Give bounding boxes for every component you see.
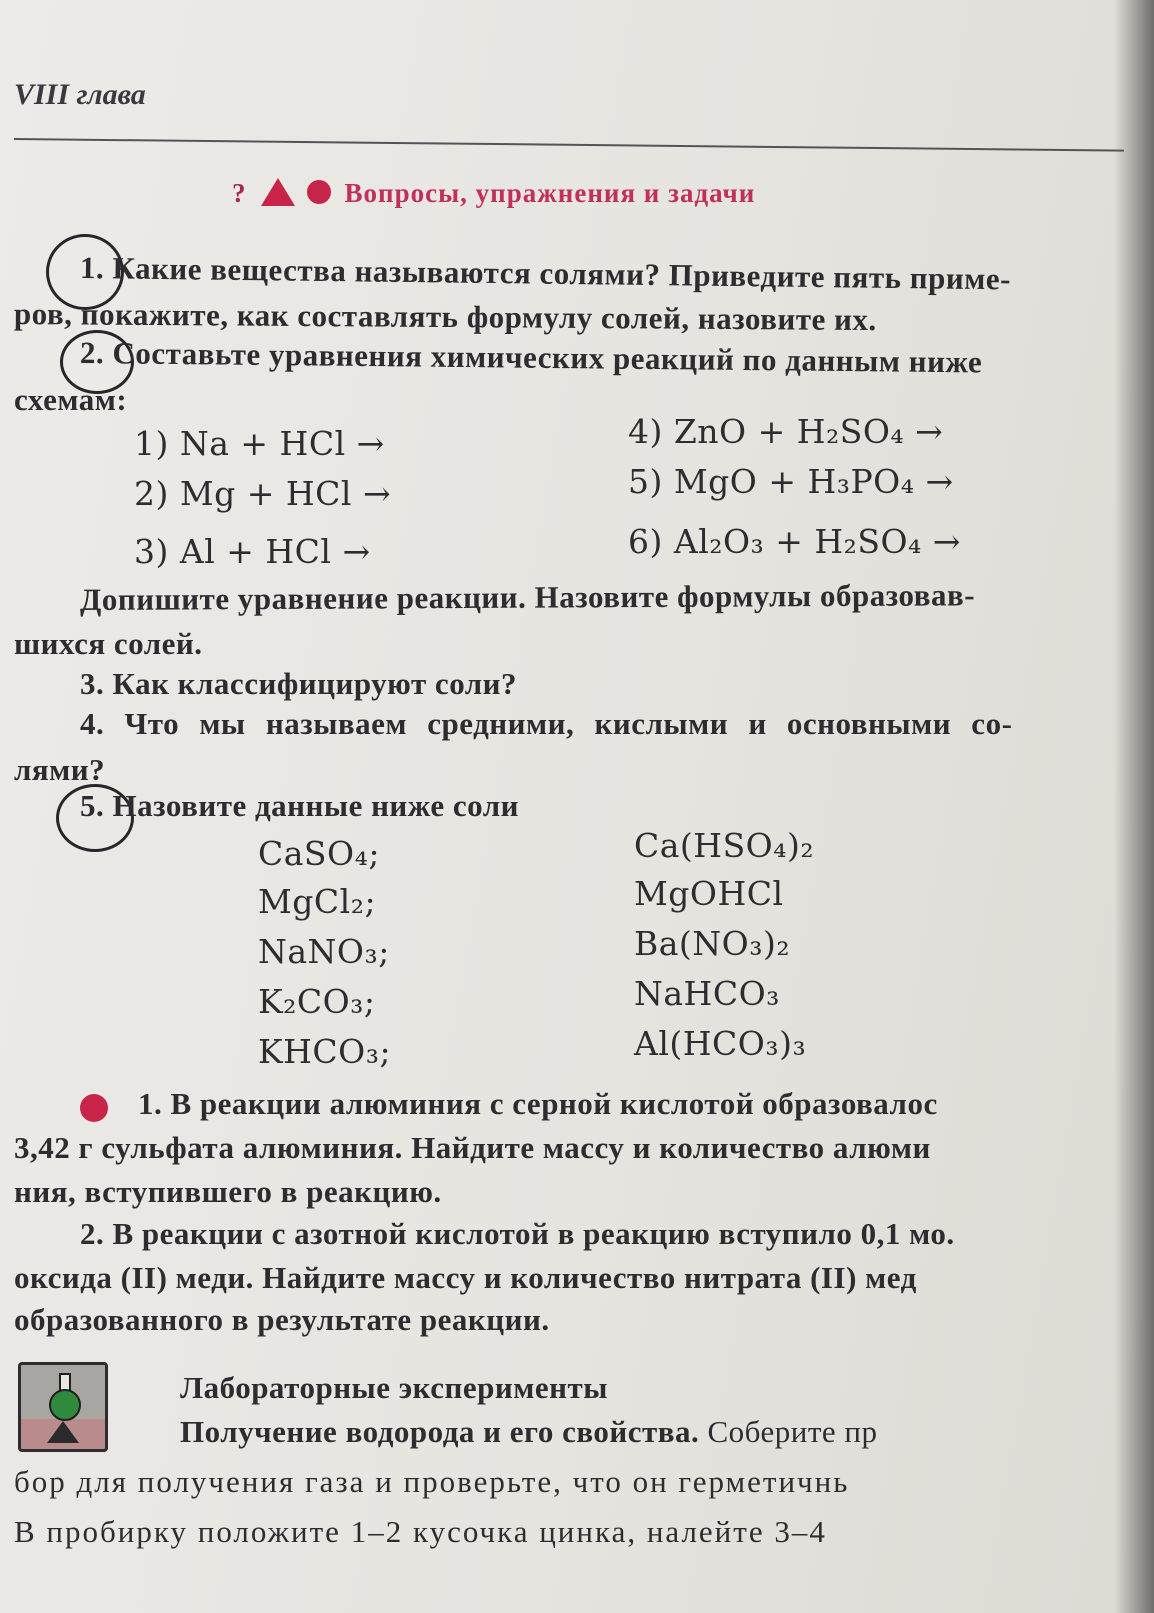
circle-icon <box>307 180 331 204</box>
question-mark-icon: ? <box>232 178 247 208</box>
section-title: Вопросы, упражнения и задачи <box>344 178 756 208</box>
salt-left-1: CaSO₄; <box>258 834 380 873</box>
question-2-line-2: схемам: <box>14 382 128 417</box>
question-2-instruction-line-2: шихся солей. <box>14 626 203 661</box>
salt-right-5: Al(HCO₃)₃ <box>634 1024 807 1063</box>
task-2-line-2: оксида (II) меди. Найдите массу и количество нитрата (II) мед <box>14 1260 917 1295</box>
scheme-4: 4) ZnO + H₂SO₄ → <box>628 412 944 451</box>
salt-left-3: NaNO₃; <box>258 932 390 971</box>
question-1-line-1: 1. Какие вещества называются солями? Приведите пять приме- <box>79 250 1012 297</box>
question-1-line-2: ров, покажите, как составлять формулу солей, назовите их. <box>13 296 877 338</box>
question-4-line-2: лями? <box>14 752 106 787</box>
task-1-line-2: 3,42 г сульфата алюминия. Найдите массу и количество алюми <box>14 1130 931 1165</box>
lab-line-2: бор для получения газа и проверьте, что он герметичнь <box>14 1464 850 1499</box>
salt-right-2: MgOHCl <box>634 874 784 913</box>
task-2-line-1: 2. В реакции с азотной кислотой в реакцию вступило 0,1 мо. <box>80 1216 955 1251</box>
scheme-2: 2) Mg + HCl → <box>134 474 392 513</box>
salt-right-1: Ca(HSO₄)₂ <box>634 826 815 865</box>
lab-title: Лабораторные эксперименты <box>180 1370 608 1405</box>
question-4-line-1: 4. Что мы называем средними, кислыми и основными со- <box>80 706 1013 741</box>
salt-left-5: KHCO₃; <box>258 1032 392 1071</box>
question-3: 3. Как классифицируют соли? <box>80 666 518 701</box>
scheme-6: 6) Al₂O₃ + H₂SO₄ → <box>628 522 961 561</box>
salt-left-2: MgCl₂; <box>258 882 377 921</box>
scheme-5: 5) MgO + H₃PO₄ → <box>628 462 954 501</box>
scheme-3: 3) Al + HCl → <box>134 532 371 571</box>
question-2-instruction-line-1: Допишите уравнение реакции. Назовите формулы образовав- <box>79 577 976 617</box>
triangle-icon <box>261 178 295 206</box>
question-5: 5. Назовите данные ниже соли <box>80 788 519 823</box>
header-rule <box>14 138 1124 152</box>
lab-flask-icon <box>18 1362 108 1452</box>
salt-right-3: Ba(NO₃)₂ <box>634 924 791 963</box>
task-1-line-1: 1. В реакции алюминия с серной кислотой образовалос <box>138 1086 938 1121</box>
task-2-line-3: образованного в результате реакции. <box>14 1302 550 1337</box>
lab-line-1 <box>180 1414 878 1450</box>
salt-left-4: K₂CO₃; <box>258 982 376 1021</box>
task-1-line-3: ния, вступившего в реакцию. <box>14 1174 442 1209</box>
task-marker-icon <box>80 1094 108 1122</box>
section-heading <box>232 178 755 209</box>
lab-subtitle: Получение водорода и его свойства. <box>180 1414 700 1449</box>
scheme-1: 1) Na + HCl → <box>134 424 385 463</box>
lab-line-3: В пробирку положите 1–2 кусочка цинка, налейте 3–4 <box>14 1514 827 1549</box>
chapter-label: VIII глава <box>14 78 146 111</box>
page-gutter-shadow <box>1114 0 1154 1613</box>
salt-right-4: NaHCO₃ <box>634 974 780 1013</box>
question-2-line-1: 2. Составьте уравнения химических реакций по данным ниже <box>79 335 983 380</box>
lab-line-1-rest: Соберите пр <box>707 1414 878 1449</box>
